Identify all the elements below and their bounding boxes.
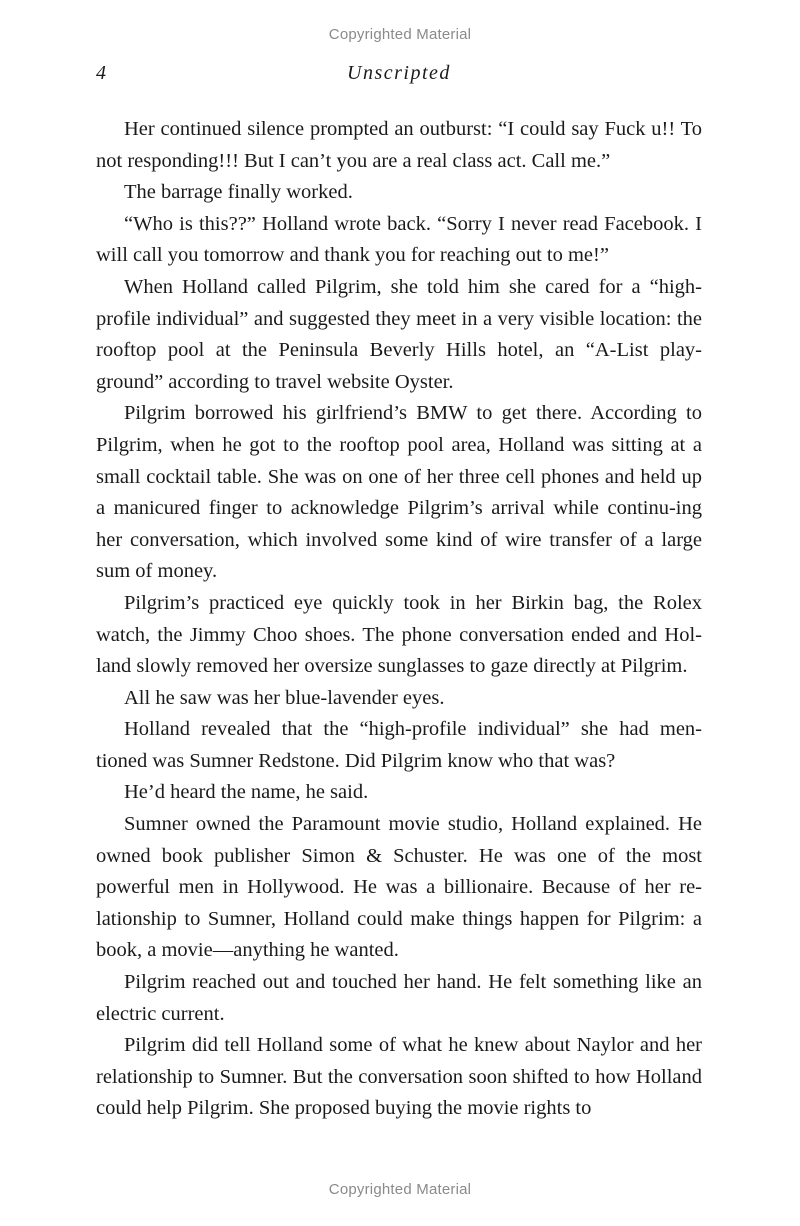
paragraph: The barrage finally worked. bbox=[124, 181, 353, 204]
paragraph: Pilgrim did tell Holland some of what he knew about Naylor and her relationship to Sumner. But the conversation soon shifted to how Holland could help Pilgrim. She proposed buying the movie rights to bbox=[96, 1034, 702, 1120]
running-header bbox=[96, 62, 702, 88]
body-text bbox=[96, 114, 702, 1125]
running-title: Unscripted bbox=[347, 62, 451, 84]
paragraph: Pilgrim borrowed his girlfriend’s BMW to get there. According to Pilgrim, when he got to the rooftop pool area, Holland was sitting at a small cocktail table. She was on one of her three cell phones and held up a manicured finger to acknowledge Pilgrim’s arrival while continu-ing her conversation, which involved some kind of wire transfer of a large sum of money. bbox=[96, 402, 702, 583]
paragraph: “Who is this??” Holland wrote back. “Sorry I never read Facebook. I will call you tomorrow and thank you for reaching out to me!” bbox=[96, 212, 702, 267]
paragraph: All he saw was her blue-lavender eyes. bbox=[124, 686, 445, 709]
copyright-watermark-top: Copyrighted Material bbox=[328, 26, 472, 43]
paragraph: Pilgrim reached out and touched her hand. He felt something like an electric current. bbox=[96, 971, 702, 1025]
paragraph: He’d heard the name, he said. bbox=[124, 781, 369, 804]
paragraph: Holland revealed that the “high-profile individual” she had men-tioned was Sumner Redstone. Did Pilgrim know who that was? bbox=[96, 718, 702, 772]
paragraph: Sumner owned the Paramount movie studio, Holland explained. He owned book publisher Simon & Schuster. He was one of the most powerful men in Hollywood. He was a billionaire. Because of her re-lationship to Sumner, Holland could make things happen for Pilgrim: a book, a movie—anything he wanted. bbox=[96, 813, 702, 962]
page-number: 4 bbox=[96, 62, 106, 84]
copyright-watermark-bottom: Copyrighted Material bbox=[328, 1181, 472, 1198]
paragraph: Pilgrim’s practiced eye quickly took in her Birkin bag, the Rolex watch, the Jimmy Choo shoes. The phone conversation ended and Hol-land slowly removed her oversize sunglasses to gaze directly at Pilgrim. bbox=[96, 591, 702, 678]
paragraph: When Holland called Pilgrim, she told him she cared for a “high-profile individual” and suggested they meet in a very visible location: the rooftop pool at the Peninsula Beverly Hills hotel, an “A-List play-ground” according to travel website Oyster. bbox=[96, 275, 702, 393]
paragraph: Her continued silence prompted an outburst: “I could say Fuck u!! To not responding!!! But I can’t you are a real class act. Call me.” bbox=[96, 118, 702, 172]
